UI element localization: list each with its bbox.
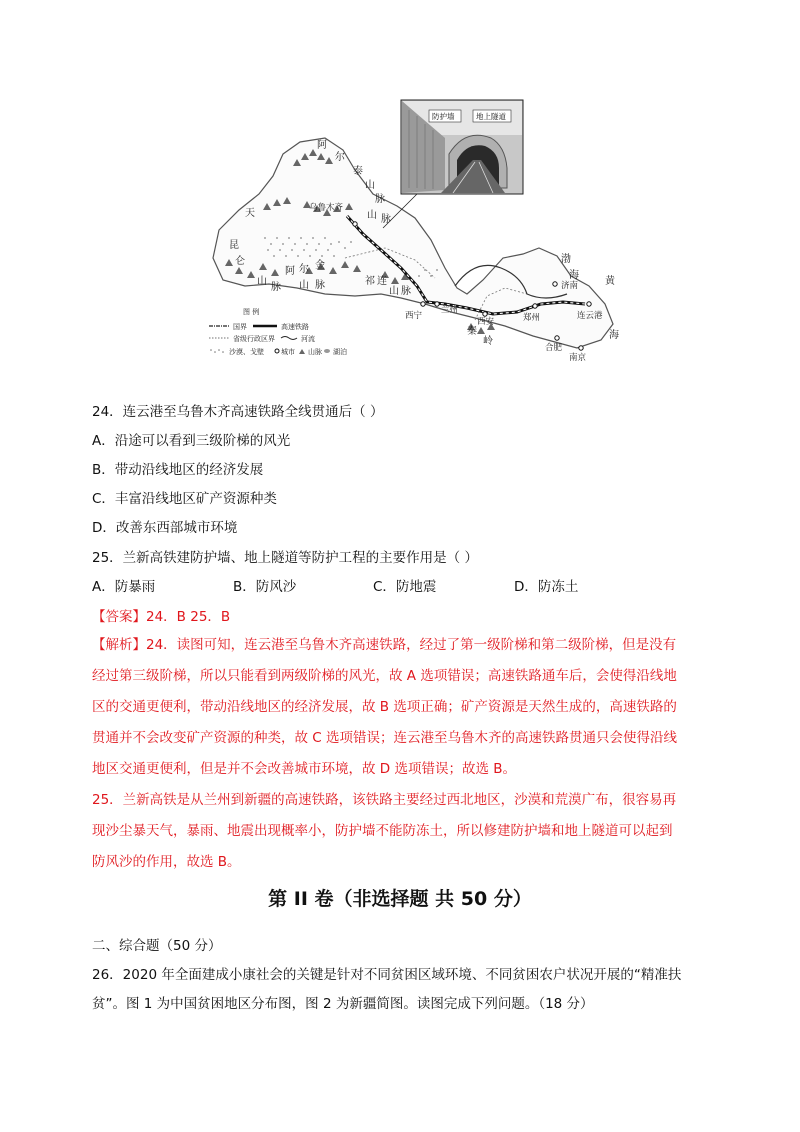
city-label-urumqi: 乌鲁木齐 bbox=[309, 203, 344, 213]
qilian-label-2: 连 bbox=[377, 276, 387, 287]
map-legend bbox=[209, 307, 347, 356]
qinling-label-1: 秦 bbox=[467, 326, 477, 337]
city-label-zhengzhou: 郑州 bbox=[523, 313, 541, 323]
section-subtitle: 二、综合题（50 分） bbox=[92, 938, 222, 954]
q25-option-c: C．防地震 bbox=[373, 579, 437, 595]
legend-item-city: 城市 bbox=[281, 348, 295, 356]
analysis-line-6: 25．兰新高铁是从兰州到新疆的高速铁路，该铁路主要经过西北地区，沙漠和荒漠广布，很容易再 bbox=[92, 792, 677, 808]
q24-option-c: C．丰富沿线地区矿产资源种类 bbox=[92, 491, 277, 507]
altun-label-4: 山 bbox=[299, 280, 309, 291]
kunlun-label-1: 昆 bbox=[229, 240, 239, 251]
legend-item-border: 国界 bbox=[233, 323, 247, 331]
analysis-line-4: 贯通并不会改变矿产资源的种类，故 C 选项错误；连云港至乌鲁木齐的高速铁路贯通只会使得沿线 bbox=[92, 730, 678, 746]
legend-item-mountain: 山脉 bbox=[308, 348, 322, 356]
railway-map-figure bbox=[205, 98, 625, 376]
q25-option-b: B．防风沙 bbox=[233, 579, 297, 595]
analysis-text-1: 24．读图可知，连云港至乌鲁木齐高速铁路，经过了第一级阶梯和第二级阶梯，但是没有 bbox=[146, 637, 677, 653]
legend-item-lake: 湖泊 bbox=[333, 348, 347, 356]
city-label-xian: 西安 bbox=[477, 317, 495, 327]
legend-item-river: 河流 bbox=[301, 335, 315, 343]
section-title: 第 II 卷（非选择题 共 50 分） bbox=[268, 888, 532, 910]
tianshan-label-3: 脉 bbox=[381, 214, 391, 225]
analysis-line-1 bbox=[92, 633, 676, 653]
sea-label-huang: 黄 bbox=[605, 276, 615, 287]
qilian-label-1: 祁 bbox=[365, 276, 375, 287]
q24-option-a: A．沿途可以看到三级阶梯的风光 bbox=[92, 433, 291, 449]
q25-option-d: D．防冻土 bbox=[514, 579, 579, 595]
city-label-xining: 西宁 bbox=[405, 311, 423, 321]
answer-label: 【答案】 bbox=[92, 609, 146, 625]
analysis-line-3: 区的交通更便利，带动沿线地区的经济发展，故 B 选项正确；矿产资源是天然生成的，高速铁路的 bbox=[92, 699, 677, 715]
legend-item-desert: 沙漠、戈壁 bbox=[229, 348, 264, 356]
analysis-line-5: 地区交通更便利，但是并不会改善城市环境，故 D 选项错误；故选 B。 bbox=[92, 761, 517, 777]
altai-label-1: 阿 bbox=[317, 140, 327, 151]
altai-label-3: 泰 bbox=[353, 166, 363, 177]
altai-label-2: 尔 bbox=[335, 152, 345, 163]
tunnel-photo bbox=[401, 100, 523, 194]
altun-label-5: 脉 bbox=[315, 280, 325, 291]
altun-label-2: 尔 bbox=[299, 264, 309, 275]
answer-line bbox=[92, 605, 230, 625]
photo-label-surface-tunnel: 地上隧道 bbox=[476, 112, 506, 121]
city-label-lianyungang: 连云港 bbox=[577, 311, 603, 321]
kunlun-label-4: 脉 bbox=[271, 282, 281, 293]
legend-title: 图 例 bbox=[243, 308, 260, 316]
altai-label-4: 山 bbox=[365, 180, 375, 191]
q26-line-1: 26．2020 年全面建成小康社会的关键是针对不同贫困区域环境、不同贫困农户状况开展的“精准扶 bbox=[92, 967, 682, 983]
altun-label-1: 阿 bbox=[285, 266, 295, 277]
photo-label-protective-wall: 防护墙 bbox=[432, 112, 455, 121]
city-label-lanzhou: 兰州 bbox=[441, 305, 459, 315]
sea-label-hai1: 海 bbox=[569, 270, 579, 281]
altun-label-3: 金 bbox=[315, 260, 325, 271]
q25-stem: 25．兰新高铁建防护墙、地上隧道等防护工程的主要作用是（ ） bbox=[92, 550, 478, 566]
analysis-line-2: 经过第三级阶梯，所以只能看到两级阶梯的风光，故 A 选项错误；高速铁路通车后，会使得沿线地 bbox=[92, 668, 677, 684]
q26-line-2: 贫”。图 1 为中国贫困地区分布图，图 2 为新疆简图。读图完成下列问题。（18 分） bbox=[92, 996, 594, 1012]
q24-stem: 24．连云港至乌鲁木齐高速铁路全线贯通后（ ） bbox=[92, 404, 384, 420]
tianshan-label-2: 山 bbox=[367, 210, 377, 221]
qilian-label-4: 脉 bbox=[401, 286, 411, 297]
tianshan-label-1: 天 bbox=[245, 208, 255, 219]
qilian-label-3: 山 bbox=[389, 286, 399, 297]
analysis-line-8: 防风沙的作用，故选 B。 bbox=[92, 854, 241, 870]
sea-label-hai2: 海 bbox=[609, 330, 619, 341]
analysis-label: 【解析】 bbox=[92, 637, 146, 653]
altai-label-5: 脉 bbox=[375, 194, 385, 205]
legend-item-railway: 高速铁路 bbox=[281, 323, 309, 331]
sea-label-bo: 渤 bbox=[561, 254, 571, 265]
analysis-line-7: 现沙尘暴天气，暴雨、地震出现概率小，防护墙不能防冻土，所以修建防护墙和地上隧道可以起到 bbox=[92, 823, 673, 839]
city-label-nanjing: 南京 bbox=[569, 353, 587, 363]
answer-text: 24．B 25．B bbox=[146, 609, 231, 625]
qinling-label-2: 岭 bbox=[483, 336, 493, 347]
city-label-jinan: 济南 bbox=[561, 281, 579, 291]
legend-item-province: 省级行政区界 bbox=[233, 335, 275, 343]
q25-option-a: A．防暴雨 bbox=[92, 579, 156, 595]
q24-option-b: B．带动沿线地区的经济发展 bbox=[92, 462, 264, 478]
kunlun-label-2: 仑 bbox=[235, 256, 245, 267]
kunlun-label-3: 山 bbox=[257, 276, 267, 287]
q24-option-d: D．改善东西部城市环境 bbox=[92, 520, 238, 536]
city-label-hefei: 合肥 bbox=[545, 343, 563, 353]
